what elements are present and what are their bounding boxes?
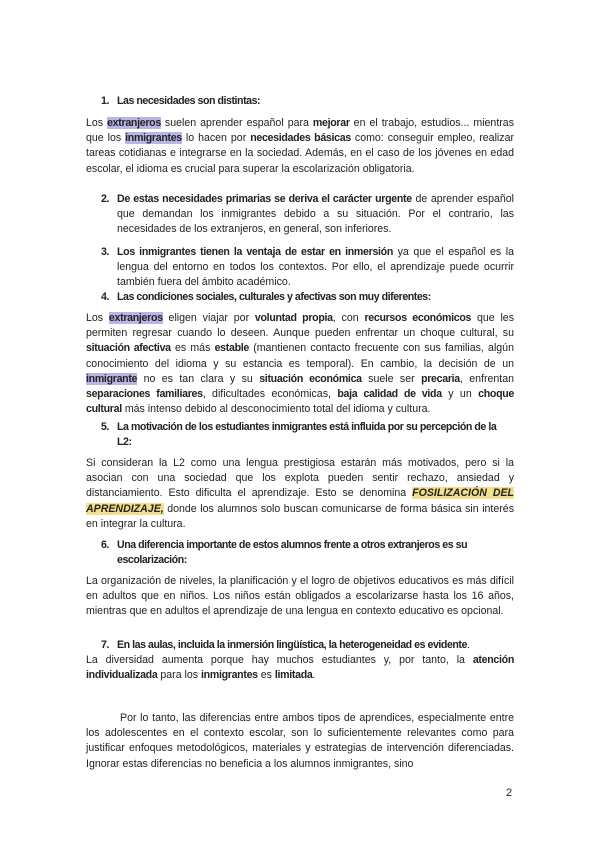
paragraph-7: La diversidad aumenta porque hay muchos estudiantes y, por tanto, la atención individualizada para los inmigrantes es limitada. <box>86 654 514 682</box>
list-item-3-text: Los inmigrantes tienen la ventaja de estar en inmersión ya que el español es la lengua del entorno en todos los contextos. Por ello, el aprendizaje puede ocurrir también fuera del ámbito académico. <box>117 246 514 288</box>
heading-5: 5. La motivación de los estudiantes inmigrantes está influida por su percepción de la L2: <box>101 421 497 448</box>
paragraph-5: Si consideran la L2 como una lengua prestigiosa estarán más motivados, pero si la asocian con una sociedad que los explota pueden sentir rechazo, ansiedad y distanciamiento. Esto dificulta el aprendizaje. Esto se denomina FOSILIZACIÓN DEL APRENDIZAJE, donde los alumnos solo buscan comunicarse de forma básica sin interés en integrar la cultura. <box>86 457 515 530</box>
heading-number: 1. <box>101 95 109 107</box>
heading-text: Las necesidades son distintas: <box>117 95 261 107</box>
document-page: 1. Las necesidades son distintas: Los extranjeros suelen aprender español para mejorar en el trabajo, estudios... mientras que los inmigrantes lo hacen por necesidades básicas como: conseguir empleo, realizar tareas cotidianas e integrarse en la sociedad. Además, en el caso de los jóvenes en edad escolar, el idioma es crucial para superar la escolarización obligatoria. 2. De estas necesidades primarias se deriva el carácter urgente de aprender español que demandan los inmigrantes debido a su situación. Por el contrario, las necesidades de los extranjeros, en general, son inferiores. 3. Los inmigrantes tienen la ventaja de estar en inmersión ya que el español es la lengua del entorno en todos los contextos. Por ello, el aprendizaje puede ocurrir también fuera del ámbito académico. 4. Las condiciones sociales, culturales y afectivas son muy diferentes: Los extranjeros eligen viajar por voluntad propia, con recursos económicos que les permiten regresar cuando lo deseen. Aunque pueden enfrentar un choque cultural, su situación afectiva es más estable (mantienen contacto frecuente con sus familias, algún conocimiento del idioma y su estancia es temporal). En cambio, la decisión de un inmigrante no es tan clara y su situación económica suele ser precaria, enfrentan separaciones familiares, dificultades económicas, baja calidad de vida y un choque cultural más intenso debido al desconocimiento total del idioma y cultura. 5. La motivación de los estudiantes inmigrantes está influida por su percepción de la L2: Si consideran la L2 como una lengua prestigiosa estarán más motivados, pero si la asocian con una sociedad que los explota pueden sentir rechazo, ansiedad y distanciamiento. Esto dificulta el aprendizaje. Esto se denomina FOSILIZACIÓN DEL APRENDIZAJE, donde los alumnos solo buscan comunicarse de forma básica sin interés en integrar la cultura. 6. Una diferencia importante de estos alumnos frente a otros extranjeros es su escolarización: La organización de niveles, la planificación y el logro de objetivos educativos es más difícil en adultos que en niños. Los niños están obligados a escolarizarse hasta los 16 años, mientras que en adultos el aprendizaje de una lengua en contexto educativo es opcional. 7. En las aulas, incluida la inmersión lingüística, la heterogeneidad es evidente. La diversidad aumenta porque hay muchos estudiantes y, por tanto, la atención individualizada para los inmigrantes es limitada. Por lo tanto, las diferencias entre ambos tipos de aprendices, especialmente entre los adolescentes en el contexto escolar, son lo suficientemente relevantes como para justificar enfoques metodológicos, materiales y estrategias de intervención diferenciadas. Ignorar estas diferencias no beneficia a los alumnos inmigrantes, sino 2 <box>86 95 515 799</box>
paragraph-1: Los extranjeros suelen aprender español para mejorar en el trabajo, estudios... mientras que los inmigrantes lo hacen por necesidades básicas como: conseguir empleo, realizar tareas cotidianas e integrarse en la sociedad. Además, en el caso de los jóvenes en edad escolar, el idioma es crucial para superar la escolarización obligatoria. <box>86 117 515 175</box>
highlight-extranjeros: extranjeros <box>107 117 161 129</box>
page-number: 2 <box>506 787 513 799</box>
heading-4: 4. Las condiciones sociales, culturales y afectivas son muy diferentes: <box>101 291 431 303</box>
paragraph-4: Los extranjeros eligen viajar por voluntad propia, con recursos económicos que les permiten regresar cuando lo deseen. Aunque pueden enfrentar un choque cultural, su situación afectiva es más estable (mantienen contacto frecuente con sus familias, algún conocimiento del idioma y su estancia es temporal). En cambio, la decisión de un inmigrante no es tan clara y su situación económica suele ser precaria, enfrentan separaciones familiares, dificultades económicas, baja calidad de vida y un choque cultural más intenso debido al desconocimiento total del idioma y cultura. <box>86 312 515 416</box>
heading-6: 6. Una diferencia importante de estos alumnos frente a otros extranjeros es su escolarización: <box>101 539 468 566</box>
heading-7: 7. En las aulas, incluida la inmersión lingüística, la heterogeneidad es evidente. <box>101 639 470 651</box>
highlight-fosilizacion: FOSILIZACIÓN DEL APRENDIZAJE, <box>86 487 515 515</box>
paragraph-8: Por lo tanto, las diferencias entre ambos tipos de aprendices, especialmente entre los adolescentes en el contexto escolar, son lo suficientemente relevantes como para justificar enfoques metodológicos, materiales y estrategias de intervención diferenciadas. Ignorar estas diferencias no beneficia a los alumnos inmigrantes, sino <box>86 712 514 770</box>
list-item-2-text: De estas necesidades primarias se deriva el carácter urgente de aprender español que demandan los inmigrantes debido a su situación. Por el contrario, las necesidades de los extranjeros, en general, son inferiores. <box>117 193 514 235</box>
paragraph-6: La organización de niveles, la planificación y el logro de objetivos educativos es más difícil en adultos que en niños. Los niños están obligados a escolarizarse hasta los 16 años, mientras que en adultos el aprendizaje de una lengua en contexto educativo es opcional. <box>86 575 514 618</box>
highlight-inmigrantes: inmigrantes <box>125 132 182 145</box>
heading-1 <box>101 94 513 109</box>
